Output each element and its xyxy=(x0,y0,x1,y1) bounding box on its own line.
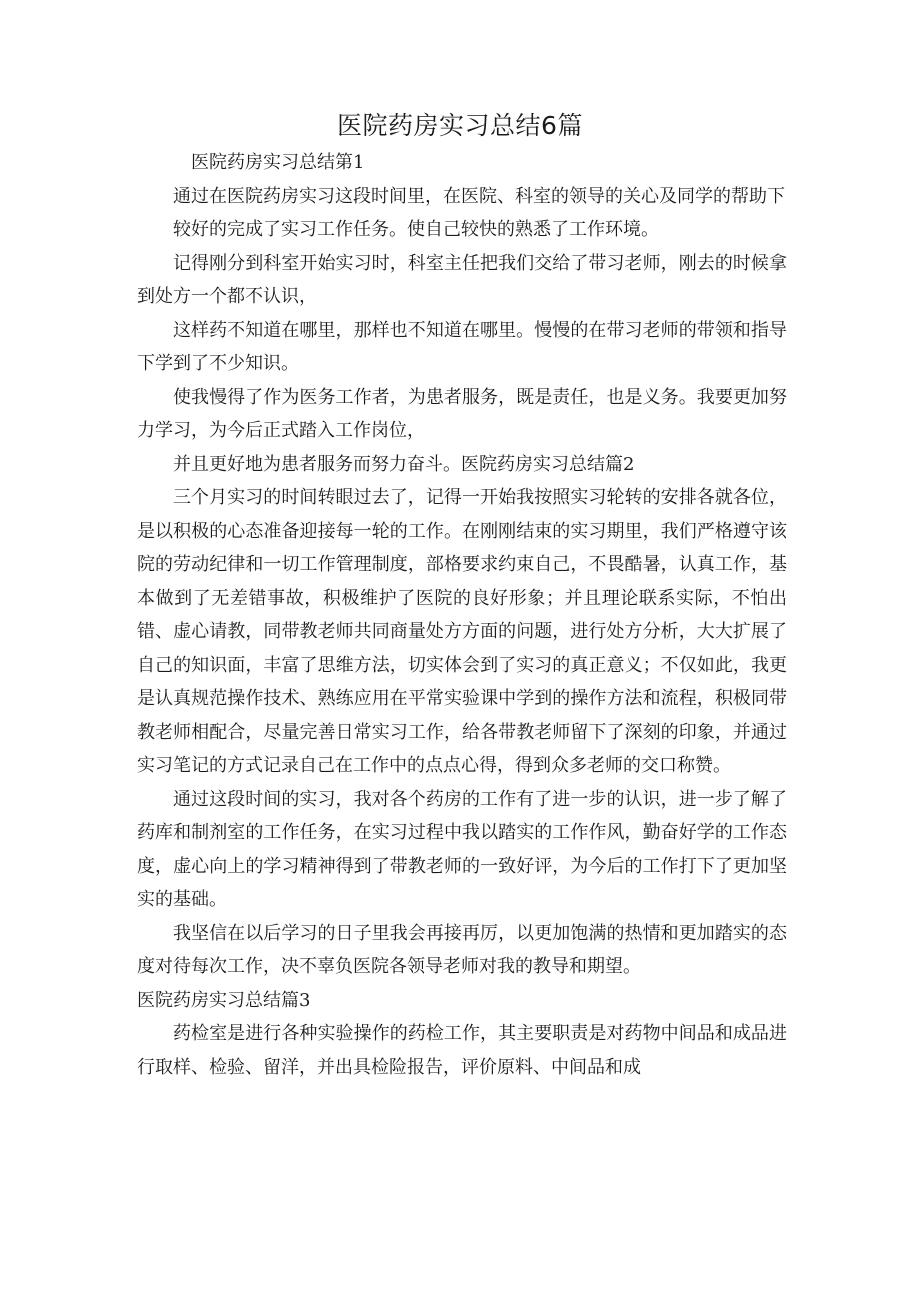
paragraph: 通过这段时间的实习，我对各个药房的工作有了进一步的认识，进一步了解了药库和制剂室的工作任务，在实习过程中我以踏实的工作作风，勤奋好学的工作态度，虚心向上的学习精神得到了带教老师的一致好评，为今后的工作打下了更加坚实的基础。 xyxy=(137,788,787,910)
paragraph: 记得刚分到科室开始实习时，科室主任把我们交给了带习老师，刚去的时候拿到处方一个都不认识， xyxy=(137,252,787,307)
paragraph: 三个月实习的时间转眼过去了，记得一开始我按照实习轮转的安排各就各位，是以积极的心态准备迎接每一轮的工作。在刚刚结束的实习期里，我们严格遵守该院的劳动纪律和一切工作管理制度，部格要求约束自己，不畏酷暑，认真工作，基本做到了无差错事故，积极维护了医院的良好形象；并且理论联系实际，不怕出错、虚心请教，同带教老师共同商量处方方面的问题，进行处方分析，大大扩展了自己的知识面，丰富了思维方法，切实体会到了实习的真正意义；不仅如此，我更是认真规范操作技术、熟练应用在平常实验课中学到的操作方法和流程，积极同带教老师相配合，尽量完善日常实习工作，给各带教老师留下了深刻的印象，并通过实习笔记的方式记录自己在工作中的点点心得，得到众多老师的交口称赞。 xyxy=(137,487,787,776)
document-title: 医院药房实习总结6篇 xyxy=(337,111,583,140)
paragraph: 较好的完成了实习工作任务。使自己较快的熟悉了工作环境。 xyxy=(173,219,659,240)
section-heading-3: 医院药房实习总结篇3 xyxy=(137,989,311,1011)
section-heading-1: 医院药房实习总结第1 xyxy=(191,152,365,173)
paragraph: 使我慢得了作为医务工作者，为患者服务，既是责任，也是义务。我要更加努力学习，为今后正式踏入工作岗位， xyxy=(137,386,787,441)
paragraph: 我坚信在以后学习的日子里我会再接再厉，以更加饱满的热情和更加踏实的态度对待每次工作，决不辜负医院各领导老师对我的教导和期望。 xyxy=(137,922,787,977)
paragraph: 通过在医院药房实习这段时间里，在医院、科室的领导的关心及同学的帮助下 xyxy=(173,185,785,207)
paragraph: 并且更好地为患者服务而努力奋斗。医院药房实习总结篇2 xyxy=(173,453,635,475)
paragraph: 药检室是进行各种实验操作的药检工作，其主要职责是对药物中间品和成品进行取样、检验、留洋，并出具检险报告，评价原料、中间品和成 xyxy=(137,1023,787,1078)
paragraph: 这样药不知道在哪里，那样也不知道在哪里。慢慢的在带习老师的带领和指导下学到了不少知识。 xyxy=(137,319,787,374)
document-body xyxy=(137,146,787,1084)
